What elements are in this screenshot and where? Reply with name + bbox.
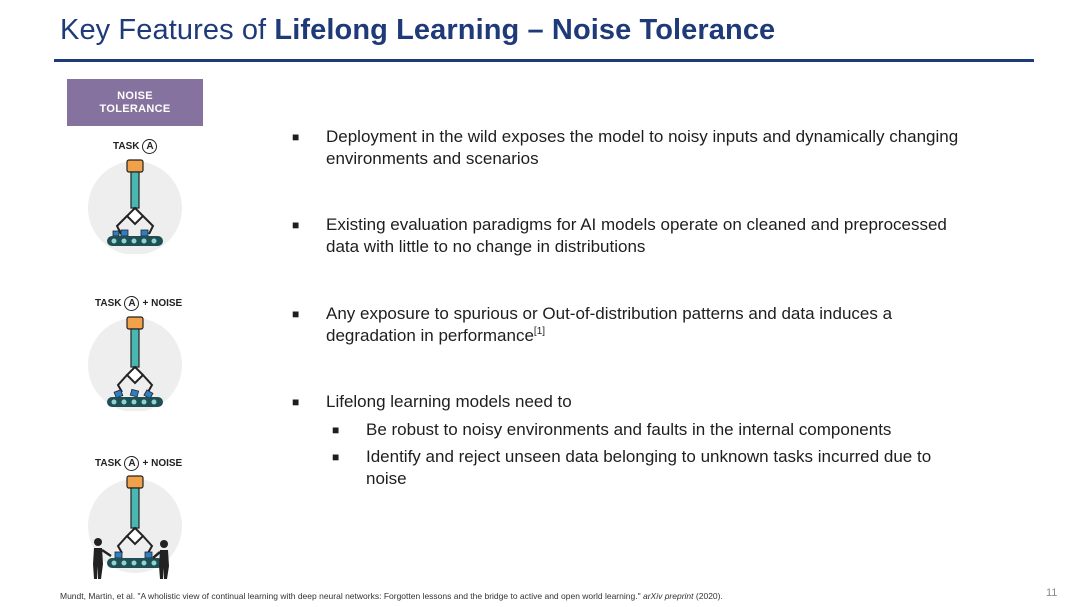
bullet-text-container xyxy=(326,303,970,347)
bullet-text: Lifelong learning models need to xyxy=(326,392,572,411)
sub-bullet-1 xyxy=(330,419,970,441)
footer-text: Mundt, Martin, et al. "A wholistic view of continual learning with deep neural networks: Forgotten lessons and the bridge to active and open world learning." xyxy=(60,591,641,601)
badge-line-1: NOISE xyxy=(117,89,153,102)
bullet-text: Deployment in the wild exposes the model to noisy inputs and dynamically changing environments and scenarios xyxy=(326,127,959,168)
bullet-marker: ■ xyxy=(292,395,300,409)
bullet-marker: ■ xyxy=(292,218,300,232)
sub-bullet-marker: ■ xyxy=(332,450,340,464)
bullet-2 xyxy=(290,214,970,258)
bullet-1 xyxy=(290,126,970,170)
bullet-3 xyxy=(290,303,970,347)
robot-arm-icon xyxy=(85,158,185,254)
task-letter-circle: A xyxy=(124,296,139,311)
task-letter-circle: A xyxy=(142,139,157,154)
slide-title xyxy=(60,14,775,47)
sub-bullet-marker: ■ xyxy=(332,423,340,437)
task-label-suffix: + NOISE xyxy=(142,298,183,309)
footer-year: (2020). xyxy=(695,591,723,601)
bullet-marker: ■ xyxy=(292,307,300,321)
bullet-text: Existing evaluation paradigms for AI models operate on cleaned and preprocessed data with little to no change in distributions xyxy=(326,215,947,256)
task-label-prefix: TASK xyxy=(113,141,140,152)
task-label-1 xyxy=(113,139,160,154)
title-bold: Lifelong Learning – Noise Tolerance xyxy=(274,14,776,46)
title-prefix: Key Features of xyxy=(60,14,267,46)
robot-arm-noise-icon xyxy=(85,315,185,411)
page-number: 11 xyxy=(1046,587,1058,599)
sub-bullet-text: Identify and reject unseen data belonging to unknown tasks incurred due to noise xyxy=(366,447,932,488)
citation-footer xyxy=(60,591,723,601)
task-label-suffix: + NOISE xyxy=(142,458,183,469)
title-underline xyxy=(54,59,1034,62)
task-label-prefix: TASK xyxy=(95,298,122,309)
robot-arm-people-icon xyxy=(85,474,185,584)
noise-tolerance-badge xyxy=(67,79,203,126)
sub-bullet-text: Be robust to noisy environments and faults in the internal components xyxy=(366,420,892,439)
bullet-4 xyxy=(290,391,970,413)
bullet-text: Any exposure to spurious or Out-of-distribution patterns and data induces a degradation in performance xyxy=(326,304,893,345)
badge-line-2: TOLERANCE xyxy=(99,102,171,115)
citation-ref: [1] xyxy=(533,326,546,337)
task-letter-circle: A xyxy=(124,456,139,471)
sub-bullet-2 xyxy=(330,446,970,490)
footer-journal: arXiv preprint xyxy=(642,591,694,601)
bullet-marker: ■ xyxy=(292,130,300,144)
task-label-2 xyxy=(95,296,182,311)
task-label-prefix: TASK xyxy=(95,458,122,469)
task-label-3 xyxy=(95,456,182,471)
